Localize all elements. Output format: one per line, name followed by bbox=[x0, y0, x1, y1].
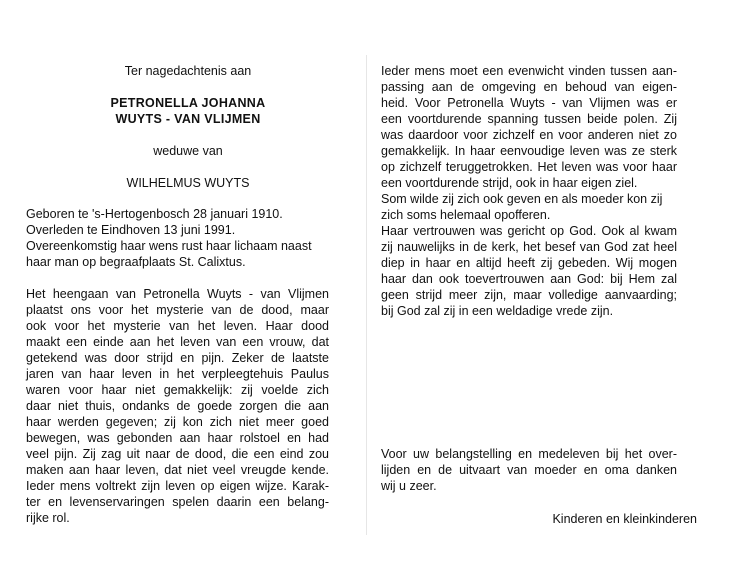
left-panel bbox=[26, 0, 350, 581]
text-line: maakt een einde aan het leven van een vrouw, dat bbox=[26, 335, 329, 349]
text-line: ook voor het mysterie van het leven. Haar dood bbox=[26, 319, 329, 333]
text-line: Som wilde zij zich ook geven en als moeder kon zij bbox=[381, 192, 663, 206]
fold-line bbox=[366, 55, 367, 535]
text-line: geen strijd meer zijn, maar volledige aanvaarding; bbox=[381, 288, 677, 302]
text-line: zich soms helemaal opofferen. bbox=[381, 208, 551, 222]
fact-line: Geboren te 's-Hertogenbosch 28 januari 1910. bbox=[26, 207, 283, 221]
text-line: Haar vertrouwen was gericht op God. Ook al kwam bbox=[381, 224, 677, 238]
text-line: Ieder mens voltrekt zijn leven op eigen wijze. Karak- bbox=[26, 479, 329, 493]
text-line: passing aan de omgeving en behoud van eigen- bbox=[381, 80, 677, 94]
thanks-line: Voor uw belangstelling en medeleven bij het over- bbox=[381, 447, 677, 461]
text-line: jaren van haar leven in het verpleegtehuis Paulus bbox=[26, 367, 329, 381]
text-line: gemakkelijk. In haar eenvoudige leven was ze sterk bbox=[381, 144, 677, 158]
fact-line: haar man op begraafplaats St. Calixtus. bbox=[26, 255, 246, 269]
text-line: bewegen, was gebonden aan haar rolstoel en had bbox=[26, 431, 329, 445]
text-line: Het heengaan van Petronella Wuyts - van Vlijmen bbox=[26, 287, 329, 301]
signature: Kinderen en kleinkinderen bbox=[552, 512, 697, 526]
text-line: zij nauwelijks in de kerk, het besef van God zat heel bbox=[381, 240, 677, 254]
fact-line: Overleden te Eindhoven 13 juni 1991. bbox=[26, 223, 236, 237]
text-line: diep in haar en altijd heeft zij gebeden. Wij mogen bbox=[381, 256, 677, 270]
text-line: bij God zal zij in een weldadige vrede zijn. bbox=[381, 304, 614, 318]
text-line: een voortdurende strijd, ook in haar eigen ziel. bbox=[381, 176, 638, 190]
thanks-line: lijden en de uitvaart van moeder en oma danken bbox=[381, 463, 677, 477]
husband-name: WILHELMUS WUYTS bbox=[126, 176, 250, 190]
text-line: heid. Voor Petronella Wuyts - van Vlijmen was er bbox=[381, 96, 677, 110]
text-line: plaatst ons voor het mysterie van de dood, maar bbox=[26, 303, 329, 317]
thanks-line: wij u zeer. bbox=[381, 479, 437, 493]
text-line: een voortdurende spanning tussen beide polen. Zij bbox=[381, 112, 677, 126]
deceased-name-line1: PETRONELLA JOHANNA bbox=[110, 96, 266, 110]
text-line: rijke rol. bbox=[26, 511, 70, 525]
text-line: maken aan haar leven, dat niet veel vreugde kende. bbox=[26, 463, 329, 477]
text-line: getekend was door strijd en pijn. Zeker de laatste bbox=[26, 351, 329, 365]
text-line: daar niet thuis, ondanks de goede zorgen die aan bbox=[26, 399, 329, 413]
text-line: op zichzelf teruggetrokken. Het leven was voor haar bbox=[381, 160, 677, 174]
text-line: haar werden gegeven; zij kon zich niet meer goed bbox=[26, 415, 329, 429]
widow-of-text: weduwe van bbox=[153, 144, 223, 158]
text-line: was daardoor voor zichzelf en voor anderen niet zo bbox=[381, 128, 677, 142]
text-line: Ieder mens moet een evenwicht vinden tussen aan- bbox=[381, 64, 677, 78]
intro-text: Ter nagedachtenis aan bbox=[124, 64, 252, 78]
deceased-name-line2: WUYTS - VAN VLIJMEN bbox=[115, 112, 261, 126]
text-line: haar dan ook toevertrouwen aan God: bij Hem zal bbox=[381, 272, 677, 286]
text-line: veel pijn. Zij zag uit naar de dood, die een eind zou bbox=[26, 447, 329, 461]
fact-line: Overeenkomstig haar wens rust haar lichaam naast bbox=[26, 239, 312, 253]
right-panel bbox=[381, 0, 711, 581]
text-line: waren voor haar niet gemakkelijk: zij voelde zich bbox=[26, 383, 329, 397]
text-line: ter en levenservaringen spelen daarin een belang- bbox=[26, 495, 329, 509]
